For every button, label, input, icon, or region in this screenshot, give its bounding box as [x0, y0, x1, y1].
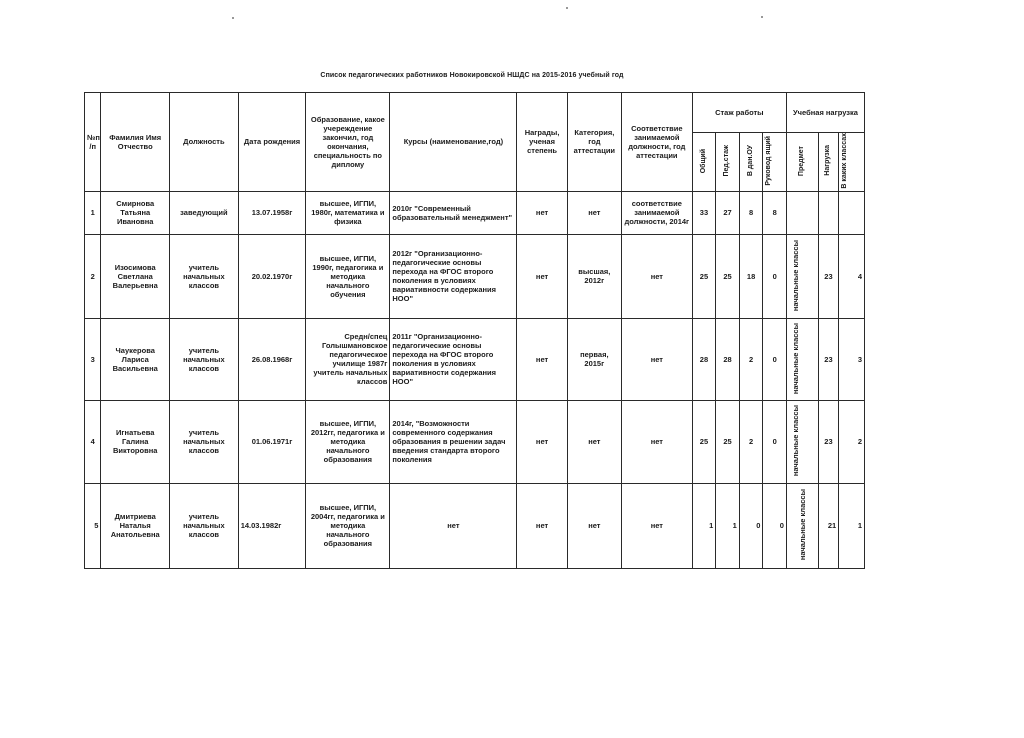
cell-num: 3 — [85, 318, 101, 400]
header-education: Образование, какое учереждение закончил, год окончания, специальность по диплому — [306, 93, 390, 192]
cell-stazh-ped: 1 — [716, 483, 740, 568]
header-stazh-ped: Пед.стаж — [716, 133, 740, 192]
staff-table — [84, 92, 865, 569]
cell-position: учитель начальных классов — [170, 483, 239, 568]
cell-load: 21 — [818, 483, 838, 568]
table-row — [85, 234, 865, 318]
header-birth: Дата рождения — [238, 93, 306, 192]
cell-classes: 3 — [839, 318, 865, 400]
cell-education: высшее, ИГПИ, 2004гг, педагогика и методика начального образования — [306, 483, 390, 568]
header-stazh-ruk: Руковод ящий — [763, 133, 787, 192]
cell-awards: нет — [517, 191, 567, 234]
header-stazh-group: Стаж работы — [692, 93, 786, 133]
cell-courses: 2011г "Организационно-педагогические основы перехода на ФГОС второго поколения в условиях вариативности содержания НОО" — [390, 318, 517, 400]
cell-stazh-ped: 27 — [716, 191, 740, 234]
cell-num: 1 — [85, 191, 101, 234]
cell-birth: 01.06.1971г — [238, 400, 306, 483]
table-row — [85, 400, 865, 483]
cell-category: нет — [567, 483, 621, 568]
cell-awards: нет — [517, 483, 567, 568]
header-stazh-total: Общий — [692, 133, 716, 192]
header-load-hours: Нагрузка — [818, 133, 838, 192]
cell-stazh-total: 33 — [692, 191, 716, 234]
cell-stazh-ruk: 0 — [763, 483, 787, 568]
cell-compliance: соответствие занимаемой должности, 2014г — [621, 191, 692, 234]
cell-position: заведующий — [170, 191, 239, 234]
cell-stazh-total: 25 — [692, 234, 716, 318]
cell-education: высшее, ИГПИ, 1980г, математика и физика — [306, 191, 390, 234]
cell-stazh-total: 1 — [692, 483, 716, 568]
cell-stazh-ped: 28 — [716, 318, 740, 400]
cell-stazh-ped: 25 — [716, 400, 740, 483]
document-title: Список педагогических работников Новокировской НШДС на 2015-2016 учебный год — [320, 72, 624, 79]
cell-category: нет — [567, 400, 621, 483]
cell-name: Игнатьева Галина Викторовна — [101, 400, 170, 483]
scan-speck — [232, 17, 234, 19]
header-courses: Курсы (наименование,год) — [390, 93, 517, 192]
cell-load: 23 — [818, 400, 838, 483]
cell-stazh-in-ou: 8 — [739, 191, 763, 234]
header-awards: Награды, ученая степень — [517, 93, 567, 192]
cell-num: 4 — [85, 400, 101, 483]
header-stazh-in-ou: В дан.ОУ — [739, 133, 763, 192]
cell-stazh-in-ou: 0 — [739, 483, 763, 568]
cell-name: Изосимова Светлана Валерьевна — [101, 234, 170, 318]
cell-compliance: нет — [621, 234, 692, 318]
cell-classes: 4 — [839, 234, 865, 318]
scan-speck — [566, 7, 568, 9]
cell-education: высшее, ИГПИ, 2012гг, педагогика и методика начального образования — [306, 400, 390, 483]
cell-load: 23 — [818, 234, 838, 318]
cell-num: 5 — [85, 483, 101, 568]
cell-subject: начальные классы — [786, 400, 818, 483]
cell-awards: нет — [517, 234, 567, 318]
cell-birth: 14.03.1982г — [238, 483, 306, 568]
cell-stazh-total: 28 — [692, 318, 716, 400]
cell-awards: нет — [517, 400, 567, 483]
cell-courses: 2010г "Современный образовательный менеджмент" — [390, 191, 517, 234]
header-compliance: Соответствие занимаемой должности, год аттестации — [621, 93, 692, 192]
cell-stazh-ruk: 0 — [763, 234, 787, 318]
cell-subject: начальные классы — [786, 318, 818, 400]
cell-position: учитель начальных классов — [170, 400, 239, 483]
cell-courses: 2012г "Организационно-педагогические основы перехода на ФГОС второго поколения в условиях вариативности содержания НОО" — [390, 234, 517, 318]
cell-classes — [839, 191, 865, 234]
header-name: Фамилия Имя Отчество — [101, 93, 170, 192]
cell-classes: 2 — [839, 400, 865, 483]
cell-education: высшее, ИГПИ, 1990г, педагогика и методика начального обучения — [306, 234, 390, 318]
cell-birth: 20.02.1970г — [238, 234, 306, 318]
cell-stazh-in-ou: 18 — [739, 234, 763, 318]
cell-stazh-in-ou: 2 — [739, 318, 763, 400]
header-load-classes: В каких классах — [839, 133, 865, 192]
cell-compliance: нет — [621, 318, 692, 400]
cell-stazh-ruk: 0 — [763, 400, 787, 483]
cell-subject — [786, 191, 818, 234]
cell-load — [818, 191, 838, 234]
cell-stazh-total: 25 — [692, 400, 716, 483]
table-row — [85, 191, 865, 234]
cell-education: Средн/спец Голышмановское педагогическое училище 1987г учитель начальных классов — [306, 318, 390, 400]
scan-speck — [761, 16, 763, 18]
header-load-group: Учебная нагрузка — [786, 93, 864, 133]
cell-stazh-ruk: 0 — [763, 318, 787, 400]
cell-compliance: нет — [621, 483, 692, 568]
cell-category: первая, 2015г — [567, 318, 621, 400]
cell-category: нет — [567, 191, 621, 234]
cell-compliance: нет — [621, 400, 692, 483]
header-category: Категория, год аттестации — [567, 93, 621, 192]
table-row — [85, 318, 865, 400]
table-row — [85, 483, 865, 568]
header-load-subject: Предмет — [786, 133, 818, 192]
cell-stazh-ruk: 8 — [763, 191, 787, 234]
cell-courses: нет — [390, 483, 517, 568]
cell-awards: нет — [517, 318, 567, 400]
cell-num: 2 — [85, 234, 101, 318]
cell-subject: начальные классы — [786, 234, 818, 318]
cell-classes: 1 — [839, 483, 865, 568]
cell-category: высшая, 2012г — [567, 234, 621, 318]
cell-position: учитель начальных классов — [170, 318, 239, 400]
cell-subject: начальные классы — [786, 483, 818, 568]
cell-load: 23 — [818, 318, 838, 400]
cell-courses: 2014г, "Возможности современного содержания образования в решении задач введения стандарта второго поколения — [390, 400, 517, 483]
cell-birth: 26.08.1968г — [238, 318, 306, 400]
cell-name: Чаукерова Лариса Васильевна — [101, 318, 170, 400]
header-num: №п /п — [85, 93, 101, 192]
cell-position: учитель начальных классов — [170, 234, 239, 318]
cell-birth: 13.07.1958г — [238, 191, 306, 234]
cell-name: Дмитриева Наталья Анатольевна — [101, 483, 170, 568]
cell-name: Смирнова Татьяна Ивановна — [101, 191, 170, 234]
cell-stazh-ped: 25 — [716, 234, 740, 318]
header-position: Должность — [170, 93, 239, 192]
cell-stazh-in-ou: 2 — [739, 400, 763, 483]
